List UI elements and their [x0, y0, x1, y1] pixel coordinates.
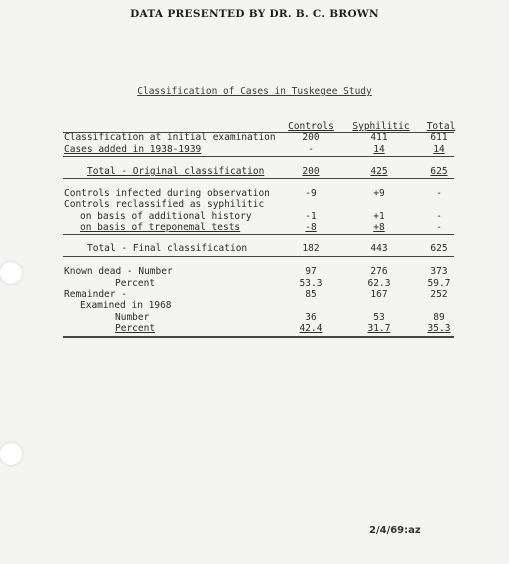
cell-total: 59.7: [427, 278, 451, 289]
cell-total: 89: [433, 312, 445, 323]
total-rule: [63, 256, 454, 257]
cell-syphilitic: 411: [370, 132, 388, 143]
cell-syphilitic: +1: [373, 211, 385, 222]
row-label: Number: [115, 312, 150, 323]
cell-controls: 36: [305, 312, 317, 323]
total-rule: [63, 178, 454, 179]
row-label: Controls infected during observation: [64, 188, 270, 199]
row-label: on basis of treponemal tests: [80, 222, 241, 233]
cell-controls: 42.4: [299, 323, 323, 334]
cell-total: 35.3: [427, 323, 451, 334]
column-header-syphilitic: Syphilitic: [352, 121, 410, 132]
cell-controls: -: [308, 144, 314, 155]
cell-total: 611: [430, 132, 448, 143]
subtotal-rule: [63, 234, 454, 235]
cell-syphilitic: 443: [370, 243, 388, 254]
cell-syphilitic: 14: [373, 144, 385, 155]
cell-controls: 200: [302, 166, 320, 177]
row-label: on basis of additional history: [80, 211, 252, 222]
cell-controls: 85: [305, 289, 317, 300]
cell-syphilitic: 31.7: [367, 323, 391, 334]
punch-hole-bottom: [0, 443, 22, 465]
cell-controls: 53.3: [299, 278, 323, 289]
document-footer: 2/4/69:az: [369, 525, 421, 536]
subtotal-rule: [63, 156, 454, 157]
row-label: Percent: [115, 278, 156, 289]
document-header: DATA PRESENTED BY DR. B. C. BROWN: [130, 8, 379, 20]
cell-total: 625: [430, 243, 448, 254]
cell-total: 625: [430, 166, 448, 177]
cell-controls: 200: [302, 132, 320, 143]
cell-controls: 97: [305, 266, 317, 277]
cell-syphilitic: 62.3: [367, 278, 391, 289]
cell-total: 373: [430, 266, 448, 277]
cell-controls: -8: [305, 222, 317, 233]
cell-total: -: [436, 211, 442, 222]
table-title: Classification of Cases in Tuskegee Study: [137, 86, 372, 97]
punch-hole-top: [0, 262, 22, 284]
row-label: Classification at initial examination: [64, 132, 276, 143]
cell-controls: -9: [305, 188, 317, 199]
cell-syphilitic: +8: [373, 222, 385, 233]
cell-controls: -1: [305, 211, 317, 222]
row-label: Examined in 1968: [80, 300, 172, 311]
cell-total: -: [436, 188, 442, 199]
row-label: Cases added in 1938-1939: [64, 144, 202, 155]
row-label: Controls reclassified as syphilitic: [64, 199, 265, 210]
final-rule: [63, 336, 454, 338]
row-label: Total - Original classification: [87, 166, 265, 177]
column-header-controls: Controls: [288, 121, 334, 132]
cell-syphilitic: 276: [370, 266, 388, 277]
row-label: Known dead - Number: [64, 266, 173, 277]
cell-syphilitic: 425: [370, 166, 388, 177]
row-label: Remainder -: [64, 289, 127, 300]
cell-syphilitic: 167: [370, 289, 388, 300]
column-header-total: Total: [426, 121, 456, 132]
cell-total: -: [436, 222, 442, 233]
row-label: Percent: [115, 323, 156, 334]
cell-syphilitic: +9: [373, 188, 385, 199]
cell-syphilitic: 53: [373, 312, 385, 323]
cell-controls: 182: [302, 243, 320, 254]
cell-total: 14: [433, 144, 445, 155]
cell-total: 252: [430, 289, 448, 300]
row-label: Total - Final classification: [87, 243, 248, 254]
